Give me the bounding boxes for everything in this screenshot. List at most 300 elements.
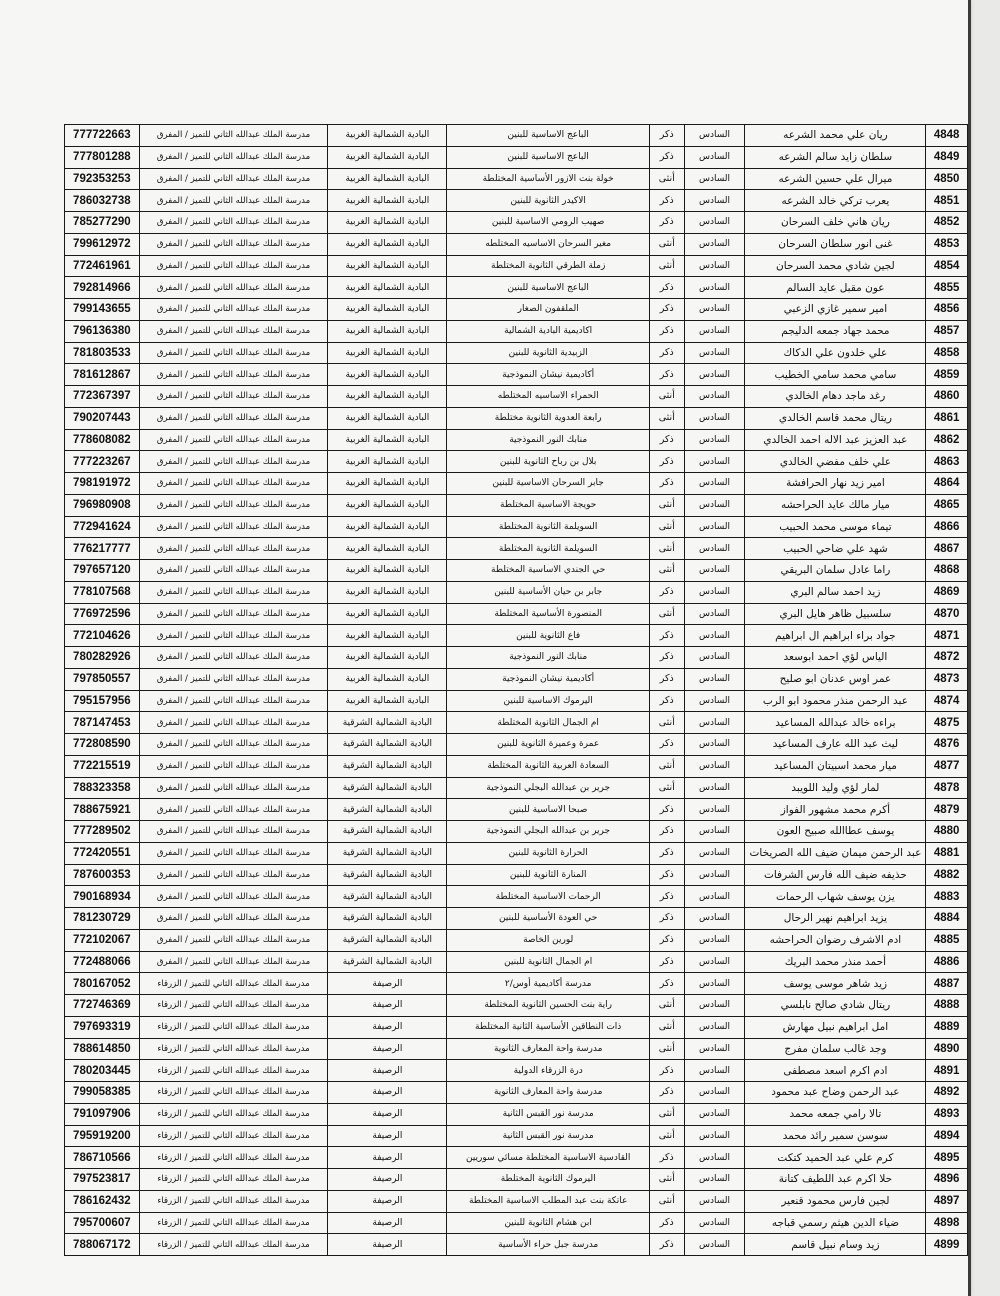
student-name: سلطان زايد سالم الشرعه [745, 146, 926, 168]
row-number: 4899 [926, 1234, 968, 1256]
phone-number: 772746369 [65, 995, 140, 1017]
grade-cell: السادس [684, 1190, 745, 1212]
gender-cell: أنثى [649, 516, 684, 538]
row-number: 4895 [926, 1147, 968, 1169]
row-number: 4884 [926, 908, 968, 930]
row-number: 4848 [926, 125, 968, 147]
phone-number: 788323358 [65, 777, 140, 799]
directorate-name: البادية الشمالية الشرقية [328, 755, 447, 777]
school-name: جابر السرحان الاساسية للبنين [447, 473, 650, 495]
phone-number: 791097906 [65, 1103, 140, 1125]
exam-center: مدرسة الملك عبدالله الثاني للتميز / الزرقاء [139, 1060, 328, 1082]
student-name: ميار مالك عايد الحراحشه [745, 494, 926, 516]
grade-cell: السادس [684, 451, 745, 473]
gender-cell: ذكر [649, 146, 684, 168]
school-name: الباعج الاساسية للبنين [447, 277, 650, 299]
table-row [65, 1190, 968, 1212]
table-row [65, 320, 968, 342]
table-row [65, 429, 968, 451]
student-name: وجد غالب سلمان مفرج [745, 1038, 926, 1060]
exam-center: مدرسة الملك عبدالله الثاني للتميز / الزرقاء [139, 973, 328, 995]
student-name: ميرال علي حسين الشرعه [745, 168, 926, 190]
table-row [65, 473, 968, 495]
phone-number: 778107568 [65, 581, 140, 603]
grade-cell: السادس [684, 690, 745, 712]
gender-cell: ذكر [649, 212, 684, 234]
school-name: السعادة العربية الثانوية المختلطة [447, 755, 650, 777]
student-name: يزيد ابراهيم نهير الرحال [745, 908, 926, 930]
row-number: 4870 [926, 603, 968, 625]
school-name: راية بنت الحسين الثانوية المختلطة [447, 995, 650, 1017]
phone-number: 790207443 [65, 407, 140, 429]
gender-cell: ذكر [649, 364, 684, 386]
directorate-name: البادية الشمالية الغربية [328, 560, 447, 582]
directorate-name: البادية الشمالية الغربية [328, 146, 447, 168]
directorate-name: البادية الشمالية الغربية [328, 516, 447, 538]
student-name: علي خلف مفضي الخالدي [745, 451, 926, 473]
gender-cell: أنثى [649, 494, 684, 516]
directorate-name: البادية الشمالية الغربية [328, 342, 447, 364]
grade-cell: السادس [684, 168, 745, 190]
directorate-name: الرصيفة [328, 995, 447, 1017]
table-row [65, 364, 968, 386]
phone-number: 777223267 [65, 451, 140, 473]
phone-number: 795700607 [65, 1212, 140, 1234]
grade-cell: السادس [684, 1103, 745, 1125]
school-name: مدرسة جبل حراء الأساسية [447, 1234, 650, 1256]
exam-center: مدرسة الملك عبدالله الثاني للتميز / المفرق [139, 777, 328, 799]
grade-cell: السادس [684, 255, 745, 277]
school-name: رابعة العدوية الثانوية مختلطة [447, 407, 650, 429]
school-name: السويلمة الثانوية المختلطة [447, 516, 650, 538]
student-name: يزن يوسف شهاب الرحمات [745, 886, 926, 908]
school-name: ابن هشام الثانوية للبنين [447, 1212, 650, 1234]
gender-cell: ذكر [649, 668, 684, 690]
student-name: أحمد منذر محمد البريك [745, 951, 926, 973]
exam-center: مدرسة الملك عبدالله الثاني للتميز / الزرقاء [139, 1190, 328, 1212]
student-name: عبد الرحمن ميمان ضيف الله الصريخات [745, 842, 926, 864]
table-row [65, 560, 968, 582]
phone-number: 799058385 [65, 1082, 140, 1104]
directorate-name: البادية الشمالية الغربية [328, 473, 447, 495]
school-name: درة الزرقاء الدولية [447, 1060, 650, 1082]
gender-cell: أنثى [649, 712, 684, 734]
student-name: عمر اوس عدنان ابو صليح [745, 668, 926, 690]
phone-number: 788067172 [65, 1234, 140, 1256]
directorate-name: البادية الشمالية الشرقية [328, 951, 447, 973]
student-name: امل ابراهيم نبيل مهارش [745, 1016, 926, 1038]
grade-cell: السادس [684, 647, 745, 669]
gender-cell: أنثى [649, 407, 684, 429]
row-number: 4851 [926, 190, 968, 212]
row-number: 4849 [926, 146, 968, 168]
grade-cell: السادس [684, 1038, 745, 1060]
exam-center: مدرسة الملك عبدالله الثاني للتميز / المفرق [139, 429, 328, 451]
student-name: زيد احمد سالم البري [745, 581, 926, 603]
school-name: منابك النور النموذجية [447, 429, 650, 451]
exam-center: مدرسة الملك عبدالله الثاني للتميز / المفرق [139, 473, 328, 495]
gender-cell: ذكر [649, 342, 684, 364]
table-row [65, 625, 968, 647]
school-name: جابر بن حيان الأساسية للبنين [447, 581, 650, 603]
grade-cell: السادس [684, 908, 745, 930]
directorate-name: الرصيفة [328, 1016, 447, 1038]
exam-center: مدرسة الملك عبدالله الثاني للتميز / المفرق [139, 821, 328, 843]
grade-cell: السادس [684, 299, 745, 321]
grade-cell: السادس [684, 581, 745, 603]
table-row [65, 386, 968, 408]
phone-number: 772488066 [65, 951, 140, 973]
school-name: صبحا الاساسية للبنين [447, 799, 650, 821]
gender-cell: ذكر [649, 821, 684, 843]
grade-cell: السادس [684, 429, 745, 451]
grade-cell: السادس [684, 864, 745, 886]
grade-cell: السادس [684, 538, 745, 560]
school-name: الرحمات الاساسية المختلطة [447, 886, 650, 908]
exam-center: مدرسة الملك عبدالله الثاني للتميز / المفرق [139, 538, 328, 560]
row-number: 4864 [926, 473, 968, 495]
school-name: الحمراء الاساسيه المختلطه [447, 386, 650, 408]
student-name: عبد العزيز عبد الاله احمد الخالدي [745, 429, 926, 451]
grade-cell: السادس [684, 473, 745, 495]
student-name: الياس لؤي احمد ابوسعد [745, 647, 926, 669]
directorate-name: البادية الشمالية الشرقية [328, 886, 447, 908]
exam-center: مدرسة الملك عبدالله الثاني للتميز / المفرق [139, 690, 328, 712]
school-name: مغير السرحان الاساسيه المختلطه [447, 233, 650, 255]
row-number: 4897 [926, 1190, 968, 1212]
row-number: 4868 [926, 560, 968, 582]
directorate-name: البادية الشمالية الغربية [328, 603, 447, 625]
gender-cell: ذكر [649, 799, 684, 821]
directorate-name: الرصيفة [328, 1169, 447, 1191]
roster-body [65, 125, 968, 1256]
phone-number: 786710566 [65, 1147, 140, 1169]
row-number: 4898 [926, 1212, 968, 1234]
directorate-name: البادية الشمالية الغربية [328, 494, 447, 516]
directorate-name: الرصيفة [328, 1125, 447, 1147]
student-name: سامي محمد سامي الخطيب [745, 364, 926, 386]
grade-cell: السادس [684, 407, 745, 429]
gender-cell: ذكر [649, 929, 684, 951]
exam-center: مدرسة الملك عبدالله الثاني للتميز / المفرق [139, 799, 328, 821]
school-name: الباعج الاساسية للبنين [447, 146, 650, 168]
row-number: 4890 [926, 1038, 968, 1060]
student-name: ريتال شادي صالح نابلسي [745, 995, 926, 1017]
directorate-name: البادية الشمالية الغربية [328, 233, 447, 255]
gender-cell: أنثى [649, 603, 684, 625]
exam-center: مدرسة الملك عبدالله الثاني للتميز / المفرق [139, 407, 328, 429]
directorate-name: الرصيفة [328, 1147, 447, 1169]
grade-cell: السادس [684, 1147, 745, 1169]
row-number: 4872 [926, 647, 968, 669]
row-number: 4854 [926, 255, 968, 277]
gender-cell: ذكر [649, 734, 684, 756]
row-number: 4888 [926, 995, 968, 1017]
student-name: حذيفه ضيف الله فارس الشرفات [745, 864, 926, 886]
table-row [65, 299, 968, 321]
exam-center: مدرسة الملك عبدالله الثاني للتميز / المفرق [139, 951, 328, 973]
row-number: 4878 [926, 777, 968, 799]
grade-cell: السادس [684, 1060, 745, 1082]
row-number: 4859 [926, 364, 968, 386]
directorate-name: البادية الشمالية الشرقية [328, 929, 447, 951]
phone-number: 772102067 [65, 929, 140, 951]
school-name: مدرسة واحة المعارف الثانوية [447, 1038, 650, 1060]
phone-number: 790168934 [65, 886, 140, 908]
phone-number: 781803533 [65, 342, 140, 364]
phone-number: 795919200 [65, 1125, 140, 1147]
directorate-name: البادية الشمالية الغربية [328, 125, 447, 147]
school-name: مدرسة نور القبس الثانية [447, 1125, 650, 1147]
gender-cell: أنثى [649, 755, 684, 777]
exam-center: مدرسة الملك عبدالله الثاني للتميز / المفرق [139, 494, 328, 516]
table-row [65, 995, 968, 1017]
grade-cell: السادس [684, 125, 745, 147]
phone-number: 795157956 [65, 690, 140, 712]
table-row [65, 538, 968, 560]
school-name: حي العودة الأساسية للبنين [447, 908, 650, 930]
row-number: 4896 [926, 1169, 968, 1191]
directorate-name: البادية الشمالية الشرقية [328, 908, 447, 930]
row-number: 4867 [926, 538, 968, 560]
directorate-name: البادية الشمالية الغربية [328, 277, 447, 299]
table-row [65, 886, 968, 908]
row-number: 4891 [926, 1060, 968, 1082]
grade-cell: السادس [684, 320, 745, 342]
exam-center: مدرسة الملك عبدالله الثاني للتميز / الزرقاء [139, 1016, 328, 1038]
gender-cell: أنثى [649, 386, 684, 408]
phone-number: 796136380 [65, 320, 140, 342]
phone-number: 792353253 [65, 168, 140, 190]
gender-cell: ذكر [649, 125, 684, 147]
gender-cell: ذكر [649, 647, 684, 669]
phone-number: 787147453 [65, 712, 140, 734]
school-name: خولة بنت الازور الأساسية المختلطة [447, 168, 650, 190]
table-row [65, 821, 968, 843]
phone-number: 772808590 [65, 734, 140, 756]
exam-center: مدرسة الملك عبدالله الثاني للتميز / المفرق [139, 560, 328, 582]
school-name: أكاديمية نيشان النموذجية [447, 364, 650, 386]
phone-number: 785277290 [65, 212, 140, 234]
row-number: 4853 [926, 233, 968, 255]
student-name: محمد جهاد جمعه الدليجم [745, 320, 926, 342]
exam-center: مدرسة الملك عبدالله الثاني للتميز / الزرقاء [139, 1234, 328, 1256]
school-name: فاع الثانوية للبنين [447, 625, 650, 647]
directorate-name: البادية الشمالية الغربية [328, 429, 447, 451]
table-row [65, 168, 968, 190]
student-roster-table [64, 124, 968, 1256]
student-name: أكرم محمد مشهور الفواز [745, 799, 926, 821]
school-name: حويجة الاساسية المختلطة [447, 494, 650, 516]
phone-number: 778608082 [65, 429, 140, 451]
directorate-name: الرصيفة [328, 1212, 447, 1234]
student-name: ضياء الدين هيثم رسمي قباجه [745, 1212, 926, 1234]
gender-cell: أنثى [649, 538, 684, 560]
grade-cell: السادس [684, 886, 745, 908]
phone-number: 777722663 [65, 125, 140, 147]
phone-number: 776972596 [65, 603, 140, 625]
grade-cell: السادس [684, 277, 745, 299]
exam-center: مدرسة الملك عبدالله الثاني للتميز / الزرقاء [139, 995, 328, 1017]
gender-cell: ذكر [649, 908, 684, 930]
table-row [65, 146, 968, 168]
row-number: 4894 [926, 1125, 968, 1147]
directorate-name: البادية الشمالية الشرقية [328, 777, 447, 799]
table-row [65, 1125, 968, 1147]
exam-center: مدرسة الملك عبدالله الثاني للتميز / المفرق [139, 647, 328, 669]
table-row [65, 734, 968, 756]
grade-cell: السادس [684, 233, 745, 255]
gender-cell: أنثى [649, 1103, 684, 1125]
student-name: عبد الرحمن وضاح عبد محمود [745, 1082, 926, 1104]
exam-center: مدرسة الملك عبدالله الثاني للتميز / الزرقاء [139, 1169, 328, 1191]
student-name: يعرب تركي خالد الشرعه [745, 190, 926, 212]
directorate-name: البادية الشمالية الغربية [328, 168, 447, 190]
exam-center: مدرسة الملك عبدالله الثاني للتميز / المفرق [139, 581, 328, 603]
exam-center: مدرسة الملك عبدالله الثاني للتميز / الزرقاء [139, 1082, 328, 1104]
school-name: زملة الطرقي الثانوية المختلطة [447, 255, 650, 277]
student-name: راما عادل سلمان البريقي [745, 560, 926, 582]
table-row [65, 190, 968, 212]
gender-cell: ذكر [649, 951, 684, 973]
gender-cell: ذكر [649, 973, 684, 995]
student-name: عون مقبل عايد السالم [745, 277, 926, 299]
grade-cell: السادس [684, 1234, 745, 1256]
exam-center: مدرسة الملك عبدالله الثاني للتميز / المفرق [139, 342, 328, 364]
phone-number: 780282926 [65, 647, 140, 669]
exam-center: مدرسة الملك عبدالله الثاني للتميز / المفرق [139, 168, 328, 190]
exam-center: مدرسة الملك عبدالله الثاني للتميز / المفرق [139, 929, 328, 951]
school-name: عمرة وعميرة الثانوية للبنين [447, 734, 650, 756]
phone-number: 786162432 [65, 1190, 140, 1212]
row-number: 4889 [926, 1016, 968, 1038]
directorate-name: البادية الشمالية الغربية [328, 320, 447, 342]
phone-number: 777801288 [65, 146, 140, 168]
table-row [65, 647, 968, 669]
directorate-name: البادية الشمالية الغربية [328, 299, 447, 321]
table-row [65, 690, 968, 712]
table-row [65, 233, 968, 255]
student-name: حلا اكرم عبد اللطيف كتانة [745, 1169, 926, 1191]
phone-number: 797693319 [65, 1016, 140, 1038]
directorate-name: الرصيفة [328, 1060, 447, 1082]
school-name: الباعج الاساسية للبنين [447, 125, 650, 147]
exam-center: مدرسة الملك عبدالله الثاني للتميز / المفرق [139, 734, 328, 756]
exam-center: مدرسة الملك عبدالله الثاني للتميز / المفرق [139, 712, 328, 734]
gender-cell: أنثى [649, 1016, 684, 1038]
table-row [65, 516, 968, 538]
phone-number: 777289502 [65, 821, 140, 843]
row-number: 4893 [926, 1103, 968, 1125]
table-row [65, 908, 968, 930]
row-number: 4886 [926, 951, 968, 973]
table-row [65, 1234, 968, 1256]
student-name: ادم الاشرف رضوان الحراحشه [745, 929, 926, 951]
student-name: ريان علي محمد الشرعه [745, 125, 926, 147]
directorate-name: البادية الشمالية الغربية [328, 538, 447, 560]
grade-cell: السادس [684, 625, 745, 647]
phone-number: 799612972 [65, 233, 140, 255]
directorate-name: البادية الشمالية الشرقية [328, 864, 447, 886]
row-number: 4877 [926, 755, 968, 777]
row-number: 4865 [926, 494, 968, 516]
grade-cell: السادس [684, 1016, 745, 1038]
gender-cell: أنثى [649, 255, 684, 277]
school-name: مدرسة نور القبس الثانية [447, 1103, 650, 1125]
student-name: امير سمير غازي الزعبي [745, 299, 926, 321]
phone-number: 788614850 [65, 1038, 140, 1060]
row-number: 4883 [926, 886, 968, 908]
row-number: 4860 [926, 386, 968, 408]
student-name: زيد شاهر موسى يوسف [745, 973, 926, 995]
grade-cell: السادس [684, 1082, 745, 1104]
student-name: جواد براء ابراهيم ال ابراهيم [745, 625, 926, 647]
gender-cell: أنثى [649, 1169, 684, 1191]
exam-center: مدرسة الملك عبدالله الثاني للتميز / المفرق [139, 233, 328, 255]
school-name: المنصورة الأساسية المختلطة [447, 603, 650, 625]
directorate-name: الرصيفة [328, 973, 447, 995]
scan-edge [968, 0, 971, 1296]
gender-cell: ذكر [649, 190, 684, 212]
school-name: منابك النور النموذجية [447, 647, 650, 669]
grade-cell: السادس [684, 712, 745, 734]
student-name: تالا رامي جمعه محمد [745, 1103, 926, 1125]
row-number: 4862 [926, 429, 968, 451]
row-number: 4873 [926, 668, 968, 690]
school-name: مدرسة أكاديمية أوس/٢ [447, 973, 650, 995]
row-number: 4858 [926, 342, 968, 364]
school-name: الملقفون الصغار [447, 299, 650, 321]
grade-cell: السادس [684, 386, 745, 408]
row-number: 4857 [926, 320, 968, 342]
table-row [65, 342, 968, 364]
phone-number: 780203445 [65, 1060, 140, 1082]
grade-cell: السادس [684, 799, 745, 821]
exam-center: مدرسة الملك عبدالله الثاني للتميز / المفرق [139, 364, 328, 386]
school-name: جرير بن عبدالله البجلي النموذجية [447, 821, 650, 843]
gender-cell: ذكر [649, 864, 684, 886]
gender-cell: أنثى [649, 995, 684, 1017]
phone-number: 797657120 [65, 560, 140, 582]
table-row [65, 777, 968, 799]
directorate-name: البادية الشمالية الغربية [328, 190, 447, 212]
table-row [65, 212, 968, 234]
phone-number: 797523817 [65, 1169, 140, 1191]
grade-cell: السادس [684, 973, 745, 995]
grade-cell: السادس [684, 212, 745, 234]
row-number: 4885 [926, 929, 968, 951]
grade-cell: السادس [684, 560, 745, 582]
gender-cell: ذكر [649, 1234, 684, 1256]
exam-center: مدرسة الملك عبدالله الثاني للتميز / المفرق [139, 125, 328, 147]
exam-center: مدرسة الملك عبدالله الثاني للتميز / المفرق [139, 146, 328, 168]
row-number: 4871 [926, 625, 968, 647]
phone-number: 796980908 [65, 494, 140, 516]
gender-cell: ذكر [649, 299, 684, 321]
directorate-name: البادية الشمالية الغربية [328, 690, 447, 712]
row-number: 4879 [926, 799, 968, 821]
directorate-name: الرصيفة [328, 1038, 447, 1060]
school-name: القادسية الاساسية المختلطة مسائي سوريين [447, 1147, 650, 1169]
school-name: لورين الخاصة [447, 929, 650, 951]
row-number: 4861 [926, 407, 968, 429]
row-number: 4882 [926, 864, 968, 886]
school-name: اليرموك الاساسية للبنين [447, 690, 650, 712]
table-row [65, 1147, 968, 1169]
table-row [65, 1103, 968, 1125]
grade-cell: السادس [684, 951, 745, 973]
table-row [65, 1212, 968, 1234]
